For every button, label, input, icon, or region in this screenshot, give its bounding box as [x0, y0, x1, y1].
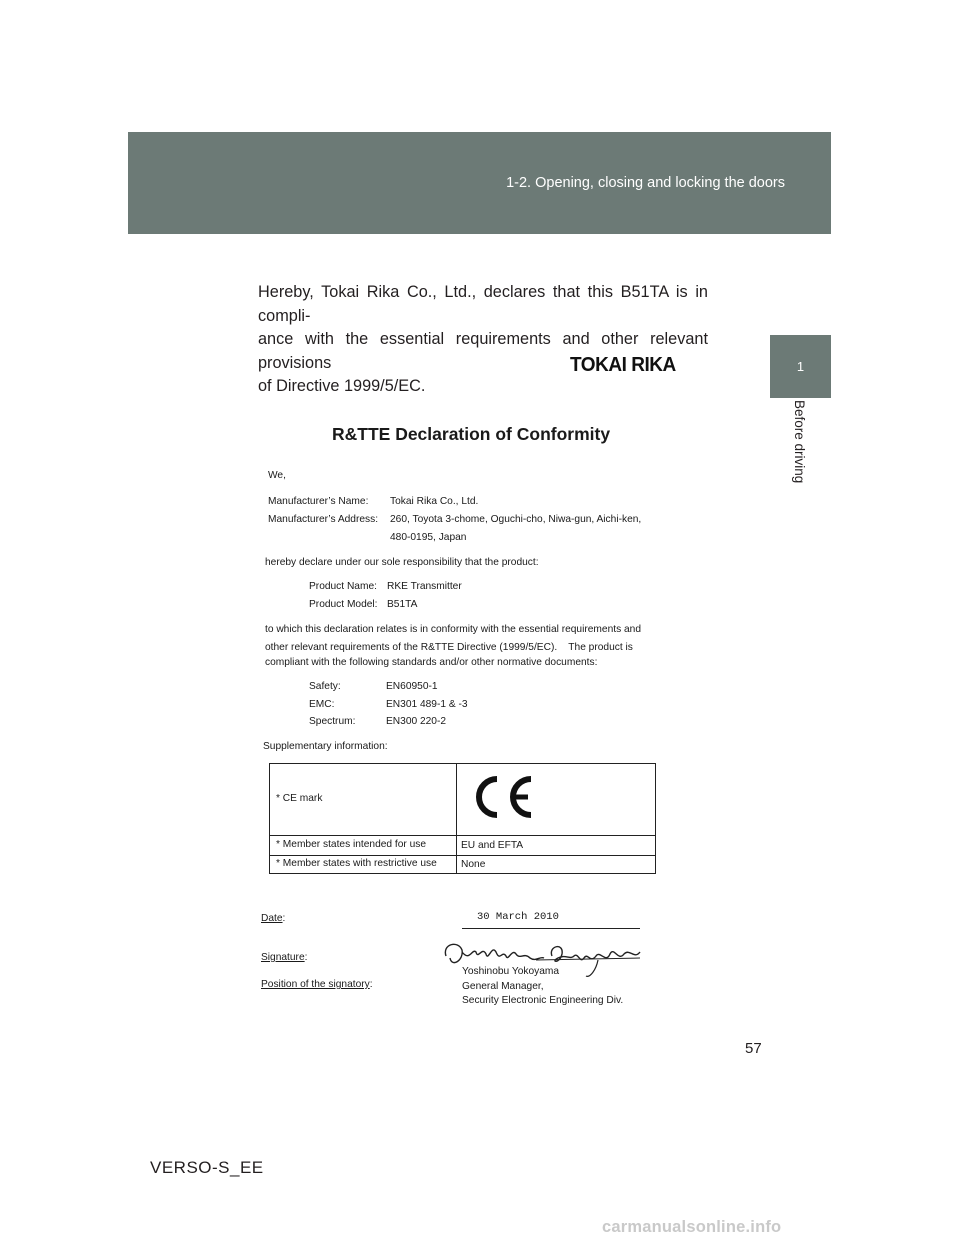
position-line2: Security Electronic Engineering Div.: [462, 995, 624, 1006]
member-states-label: * Member states intended for use: [276, 839, 427, 850]
product-model-label: Product Model:: [309, 599, 378, 610]
chapter-number: 1: [796, 359, 805, 374]
declaration-title: R&TTE Declaration of Conformity: [332, 424, 611, 444]
standard-value: EN301 489-1 & -3: [386, 699, 468, 710]
intro-line: ance with the essential requirements and other relevant provisions: [258, 330, 708, 372]
watermark-bar: [0, 1214, 960, 1242]
date-underline: [462, 928, 640, 929]
position-label: Position of the signatory: [261, 979, 370, 990]
conformity-line: other relevant requirements of the R&TTE Directive (1999/5/EC). The product is: [265, 642, 633, 653]
ce-mark-label: * CE mark: [276, 793, 323, 804]
chapter-tab[interactable]: [770, 335, 831, 398]
position-line1: General Manager,: [462, 981, 544, 992]
intro-line: of Directive 1999/5/EC.: [258, 377, 426, 395]
tokai-rika-logo: TOKAI RIKA: [570, 354, 676, 376]
position-label-row: Position of the signatory:: [261, 979, 373, 990]
standard-label: Safety:: [309, 681, 341, 692]
intro-line: Hereby, Tokai Rika Co., Ltd., declares that this B51TA is in compli-: [258, 283, 708, 325]
table-row: [270, 836, 655, 856]
conformity-line: to which this declaration relates is in conformity with the essential requirements and: [265, 624, 641, 635]
manufacturer-name: Tokai Rika Co., Ltd.: [390, 496, 479, 507]
intro-paragraph: [258, 281, 708, 399]
standard-value: EN60950-1: [386, 681, 438, 692]
standard-value: EN300 220-2: [386, 716, 447, 727]
supplementary-label: Supplementary information:: [263, 741, 388, 752]
manufacturer-name-label: Manufacturer’s Name:: [268, 496, 369, 507]
conformity-line: compliant with the following standards and/or other normative documents:: [265, 657, 598, 668]
supplementary-table: [269, 763, 656, 874]
date-label: Date: [261, 913, 283, 924]
member-states-value: EU and EFTA: [461, 840, 524, 851]
signature-label-row: Signature:: [261, 952, 308, 963]
date-label-row: Date:: [261, 913, 286, 924]
product-model: B51TA: [387, 599, 418, 610]
chapter-label-container: [789, 400, 809, 510]
watermark-text[interactable]: carmanualsonline.info: [602, 1218, 782, 1236]
we-text: We,: [268, 470, 286, 481]
signatory-name: Yoshinobu Yokoyama: [462, 966, 560, 977]
standard-label: Spectrum:: [309, 716, 356, 727]
manufacturer-address-line1: 260, Toyota 3-chome, Oguchi-cho, Niwa-gun, Aichi-ken,: [390, 514, 642, 525]
chapter-label: Before driving: [792, 400, 807, 484]
restrictive-value: None: [461, 859, 486, 870]
product-name-label: Product Name:: [309, 581, 377, 592]
header-band: [128, 132, 831, 234]
standard-label: EMC:: [309, 699, 335, 710]
page-number: 57: [745, 1040, 762, 1057]
table-row: [270, 764, 655, 836]
footer-id: VERSO-S_EE: [150, 1158, 264, 1177]
manufacturer-address-line2: 480-0195, Japan: [390, 532, 467, 543]
restrictive-label: * Member states with restrictive use: [276, 858, 437, 869]
manufacturer-address-label: Manufacturer’s Address:: [268, 514, 379, 525]
ce-mark-icon: [470, 770, 540, 827]
section-title: 1-2. Opening, closing and locking the doors: [506, 175, 785, 191]
product-name: RKE Transmitter: [387, 581, 462, 592]
date-value: 30 March 2010: [477, 911, 559, 923]
declare-text: hereby declare under our sole responsibility that the product:: [265, 557, 539, 568]
signature-label: Signature: [261, 952, 305, 963]
table-row: [270, 856, 655, 874]
